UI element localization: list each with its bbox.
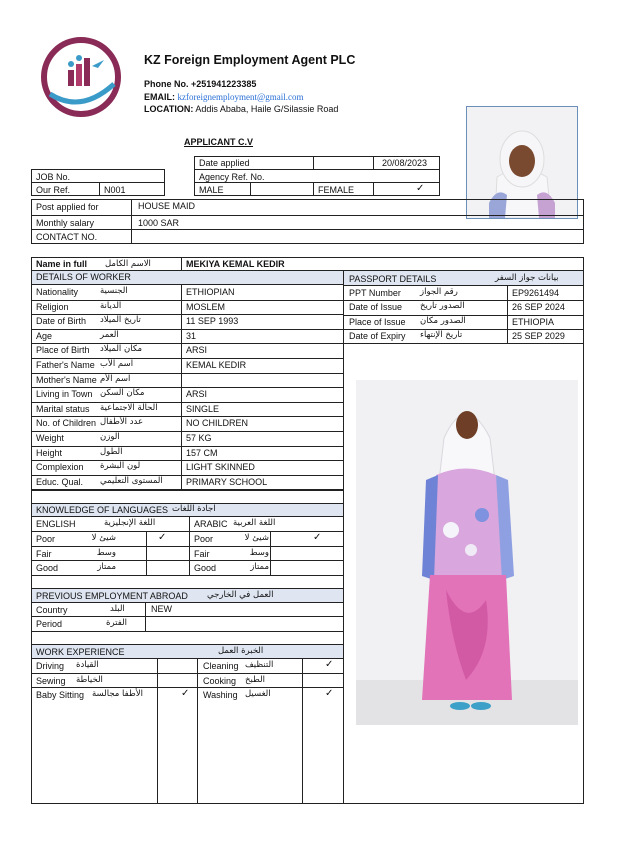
detail-label-ar: الطول: [100, 446, 123, 457]
row-divider: [31, 560, 344, 561]
detail-value: 57 KG: [186, 433, 212, 443]
detail-value: KEMAL KEDIR: [186, 360, 247, 370]
company-name: KZ Foreign Employment Agent PLC: [144, 53, 356, 67]
salary-value: 1000 SAR: [138, 218, 180, 228]
our-ref-label: Our Ref.: [36, 185, 71, 195]
row-divider: [31, 416, 344, 417]
previous-title: PREVIOUS EMPLOYMENT ABROAD: [36, 591, 188, 601]
experience-label-ar: التنظيف: [245, 660, 274, 670]
detail-label-ar: مكان الميلاد: [100, 344, 143, 355]
detail-label-ar: عدد الأطفال: [100, 417, 144, 428]
post-label: Post applied for: [36, 202, 99, 212]
column-divider: [181, 285, 182, 489]
detail-label-ar: الوزن: [100, 432, 120, 442]
detail-label: Weight: [36, 433, 64, 443]
experience-label: Driving: [36, 661, 65, 671]
job-no-label: JOB No.: [36, 172, 71, 182]
english-level-label: Good: [36, 563, 59, 574]
our-ref-value: N001: [104, 185, 126, 195]
details-title: DETAILS OF WORKER: [36, 272, 131, 282]
detail-value: ARSI: [186, 345, 208, 356]
arabic-label: ARABIC: [194, 519, 228, 529]
male-label: MALE: [199, 185, 224, 195]
english-label-ar: اللغة الإنجليزية: [104, 518, 156, 528]
detail-label-ar: الديانة: [100, 300, 122, 311]
experience-title: WORK EXPERIENCE: [36, 647, 125, 657]
country-label-ar: البلد: [110, 604, 125, 614]
email-label: EMAIL:: [144, 92, 175, 102]
experience-label-ar: القيادة: [76, 660, 99, 670]
female-checkmark: ✓: [416, 183, 425, 194]
arabic-level-label-ar: ممتاز: [250, 562, 269, 573]
experience-label: Sewing: [36, 676, 66, 686]
country-label: Country: [36, 605, 68, 615]
detail-value: NO CHILDREN: [186, 418, 249, 429]
detail-label: Place of Birth: [36, 345, 90, 356]
name-label: Name in full: [36, 259, 88, 269]
column-divider: [146, 531, 147, 575]
detail-label: Marital status: [36, 403, 90, 414]
detail-label-ar: تاريخ الميلاد: [100, 315, 141, 326]
detail-label: Religion: [36, 301, 69, 312]
passport-value: 26 SEP 2024: [512, 302, 565, 313]
detail-label: Complexion: [36, 462, 84, 473]
passport-label-ar: الصدور مكان: [420, 315, 466, 326]
post-table: [31, 199, 584, 244]
detail-value: 31: [186, 330, 197, 341]
row-divider: [31, 431, 344, 432]
row-divider: [31, 402, 344, 403]
row-divider: [343, 343, 584, 344]
location-label: LOCATION:: [144, 104, 194, 114]
contact-label: CONTACT NO.: [36, 232, 98, 242]
previous-title-ar: العمل في الخارجي: [207, 590, 274, 600]
row-divider: [31, 343, 344, 344]
passport-label-ar: تاريخ الإنتهاء: [420, 329, 463, 340]
passport-label: PPT Number: [349, 288, 401, 298]
detail-label: Date of Birth: [36, 316, 87, 327]
row-divider: [31, 387, 344, 388]
location-value: Addis Ababa, Haile G/Silassie Road: [195, 104, 339, 114]
gender-row: [194, 182, 440, 196]
detail-value: MOSLEM: [186, 301, 226, 312]
country-value: NEW: [151, 604, 172, 614]
row-divider: [31, 475, 344, 476]
column-divider: [270, 531, 271, 575]
passport-title: PASSPORT DETAILS: [349, 274, 437, 284]
company-logo: [40, 36, 122, 118]
experience-label-ar: الطبخ: [245, 675, 265, 685]
detail-value: LIGHT SKINNED: [186, 462, 255, 473]
detail-label: Educ. Qual.: [36, 476, 84, 487]
salary-label: Monthly salary: [36, 218, 95, 228]
row-divider: [31, 446, 344, 447]
passport-value: 25 SEP 2029: [512, 330, 565, 341]
english-level-label-ar: شيئ لا: [91, 533, 116, 543]
applicant-photo-full-body: [356, 380, 578, 725]
row-divider: [31, 460, 344, 461]
experience-label-ar: الغسيل: [245, 689, 271, 699]
languages-title-ar: اجادة اللغات: [172, 504, 216, 514]
detail-label: Father's Name: [36, 360, 95, 370]
arabic-label-ar: اللغة العربية: [233, 518, 276, 528]
english-label: ENGLISH: [36, 519, 76, 529]
passport-value: EP9261494: [512, 288, 560, 298]
detail-label-ar: الجنسية: [100, 286, 128, 296]
detail-label-ar: لون البشرة: [100, 461, 141, 472]
experience-checkmark: ✓: [181, 688, 190, 699]
passport-label: Date of Expiry: [349, 330, 406, 341]
english-level-label-ar: وسط: [96, 547, 116, 558]
passport-label: Date of Issue: [349, 302, 403, 313]
email-link[interactable]: kzforeignemployment@gmail.com: [177, 92, 304, 102]
phone-value: +251941223385: [191, 79, 257, 89]
detail-label: No. of Children: [36, 418, 97, 429]
experience-label: Cooking: [203, 676, 237, 686]
english-level-label-ar: ممتاز: [97, 562, 116, 573]
experience-label-ar: الخياطة: [76, 675, 103, 685]
row-divider: [31, 329, 344, 330]
detail-value: SINGLE: [186, 403, 220, 414]
arabic-level-label-ar: شيئ لا: [244, 533, 269, 543]
experience-checkmark: ✓: [325, 688, 334, 699]
detail-value: ARSI: [186, 389, 208, 400]
detail-label: Nationality: [36, 287, 79, 297]
arabic-level-label: Poor: [194, 534, 214, 544]
experience-label: Cleaning: [203, 661, 239, 671]
row-divider: [31, 673, 344, 674]
experience-label: Baby Sitting: [36, 690, 85, 700]
experience-label: Washing: [203, 690, 238, 700]
row-divider: [31, 373, 344, 374]
agency-ref-label: Agency Ref. No.: [199, 172, 265, 182]
detail-label: Living in Town: [36, 389, 93, 400]
experience-label-ar: الأطفا مجالسة: [92, 689, 143, 699]
arabic-level-label: Fair: [194, 548, 210, 559]
date-applied-label: Date applied: [199, 158, 250, 168]
row-divider: [31, 314, 344, 315]
row-divider: [31, 300, 344, 301]
languages-title: KNOWLEDGE OF LANGUAGES: [36, 505, 169, 515]
name-label-ar: الاسم الكامل: [105, 259, 151, 269]
period-label-ar: الفترة: [106, 618, 127, 628]
english-level-label: Poor: [36, 534, 56, 544]
detail-label-ar: العمر: [100, 329, 119, 340]
post-value: HOUSE MAID: [138, 201, 196, 211]
phone-label: Phone No.: [144, 79, 189, 89]
english-level-label: Fair: [36, 548, 52, 559]
name-value: MEKIYA KEMAL KEDIR: [186, 259, 285, 269]
arabic-level-checkmark: ✓: [313, 532, 322, 543]
passport-title-ar: بيانات جواز السفر: [495, 273, 559, 283]
period-label: Period: [36, 619, 63, 629]
arabic-level-label: Good: [194, 563, 217, 574]
female-label: FEMALE: [318, 185, 355, 195]
arabic-level-label-ar: وسط: [249, 547, 269, 558]
detail-value: PRIMARY SCHOOL: [186, 476, 268, 487]
detail-label: Age: [36, 330, 53, 341]
detail-label-ar: اسم الأم: [100, 373, 131, 384]
detail-label-ar: المستوى التعليمي: [100, 475, 163, 486]
detail-label: Mother's Name: [36, 374, 97, 385]
passport-label: Place of Issue: [349, 316, 406, 327]
experience-checkmark: ✓: [325, 659, 334, 670]
date-applied-value: 20/08/2023: [382, 158, 428, 168]
detail-label: Height: [36, 447, 63, 458]
detail-label-ar: الحالة الاجتماعية: [100, 402, 158, 413]
experience-title-ar: الخبرة العمل: [218, 646, 264, 656]
row-divider: [31, 358, 344, 359]
detail-value: 157 CM: [186, 447, 218, 458]
detail-value: 11 SEP 1993: [186, 316, 239, 327]
company-location: [144, 104, 338, 115]
english-level-checkmark: ✓: [158, 532, 167, 543]
detail-label-ar: اسم الأب: [100, 359, 134, 369]
detail-label-ar: مكان السكن: [100, 388, 145, 399]
passport-value: ETHIOPIA: [512, 316, 555, 327]
detail-value: ETHIOPIAN: [186, 287, 235, 297]
row-divider: [31, 546, 344, 547]
form-title: APPLICANT C.V: [184, 137, 254, 147]
passport-label-ar: الصدور تاريخ: [420, 301, 465, 312]
company-phone: [144, 79, 256, 90]
passport-label-ar: رقم الجواز: [420, 287, 458, 297]
company-email: [144, 92, 304, 103]
